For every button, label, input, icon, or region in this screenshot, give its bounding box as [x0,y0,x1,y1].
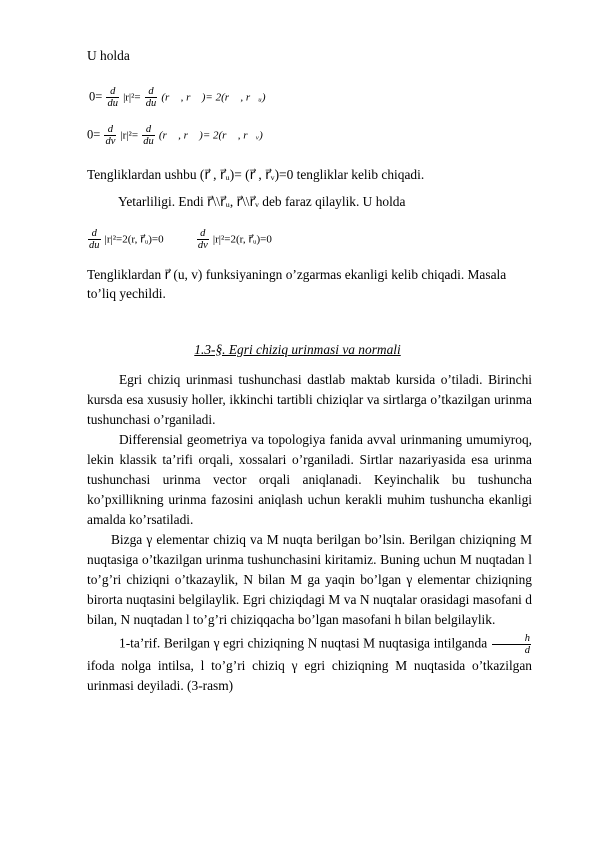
equation-3 [87,228,272,251]
eq1-mod: |r|²= [123,91,141,104]
text-tengliklar: Tengliklardan ushbu (r⃗ , r⃗ᵤ)= (r⃗ , r⃗ᵥ)=0 tengliklar kelib chiqadi. [87,167,425,182]
eq2-den: dv [105,136,116,147]
eq3a-body: |r|²=2(r, r⃗ᵤ)=0 [104,233,164,246]
eq2-num: d [104,124,116,136]
eq3-fraction-a [88,228,101,251]
paragraph-3: Bizga γ elementar chiziq va M nuqta berilgan bo’lsin. Berilgan chiziqning M nuqtasiga o’tkazilgan urinma tushunchasini kiritamiz. Buning uchun M nuqtadan l to’g’ri chiziqni o’tkazaylik, N bilan M ga yaqin bo’lgan γ elementar chiziqning birorta nuqtasini belgilaylik. Egri chiziqdagi M va N nuqtalar orasidagi masofani d bilan, N nuqtadan l to’g’ri chiziqqacha bo’lgan masofani h bilan belgilaylik. [87,532,532,627]
eq3a-den: du [89,240,100,251]
paragraph-4 [87,633,532,696]
eq1-fraction [106,86,119,109]
eq1-num-2: d [145,86,158,98]
text-u-holda: U holda [87,48,130,63]
eq2-fraction [104,124,116,147]
eq3b-num: d [197,228,209,240]
section-body [87,370,532,696]
h-over-d-fraction [492,633,531,656]
eq2-lhs: 0= [87,127,101,142]
eq1-den-2: du [145,98,157,109]
eq2-mod: |r|²= [120,129,139,142]
eq3-fraction-b [197,228,209,251]
paragraph-4-end: ifoda nolga intilsa, l to’g’ri chiziq γ egri chiziqning M nuqtasida o’tkazilgan urinmasi deyiladi. (3-rasm) [87,658,532,693]
eq3b-body: |r|²=2(r, r⃗ᵤ)=0 [212,233,272,246]
equation-2 [87,124,263,147]
fraction-h: h [492,633,531,645]
paragraph-1: Egri chiziq urinmasi tushunchasi dastlab maktab kursida o’tiladi. Birinchi kursda esa xususiy holler, ikkinchi tartibli chiziqlar va sirtlarga o’tkazilgan urinma tushunchasi o’rganiladi. [87,372,532,427]
eq1-rhs: (r⃗ , r⃗ )= 2(r⃗ , r⃗ᵤ) [161,91,266,104]
eq1-num: d [106,86,119,98]
text-conclusion-2: to’liq yechildi. [87,286,166,301]
section-title: 1.3-§. Egri chiziq urinmasi va normali [194,342,401,357]
eq1-fraction-2 [145,86,158,109]
eq3b-den: dv [197,240,208,251]
eq3a-num: d [88,228,101,240]
text-conclusion-1: Tengliklardan r⃗ (u, v) funksiyaningn o’zgarmas ekanligi kelib chiqadi. Masala [87,267,507,282]
eq2-fraction-2 [142,124,155,147]
eq2-num-2: d [142,124,155,136]
eq2-rhs: (r⃗ , r⃗ )= 2(r⃗ , r⃗ᵥ) [158,129,263,142]
eq1-den: du [107,98,118,109]
paragraph-4-start: 1-ta’rif. Berilgan γ egri chiziqning N nuqtasi M nuqtasiga intilganda [119,635,488,651]
paragraph-2: Differensial geometriya va topologiya fanida avval urinmaning umumiyroq, lekin klassik ta’rifi orqali, xossalari o’rganiladi. Sirtlar nazariyasida esa urinma tushunchasi urinma vector orqali aniqlanadi. Keyinchalik bu tushuncha ko’pxillikning urinma fazosini aniqlash uchun kerakli muhim tushuncha ekanligi amalda ko’rsatiladi. [87,432,532,527]
fraction-d: d [524,645,530,656]
eq2-den-2: du [143,136,154,147]
text-yetarliligi: Yetarliligi. Endi r⃗\\r⃗ᵤ, r⃗\\r⃗ᵥ deb faraz qilaylik. U holda [118,194,406,209]
eq1-lhs: 0= [89,89,103,104]
equation-1 [89,86,266,109]
